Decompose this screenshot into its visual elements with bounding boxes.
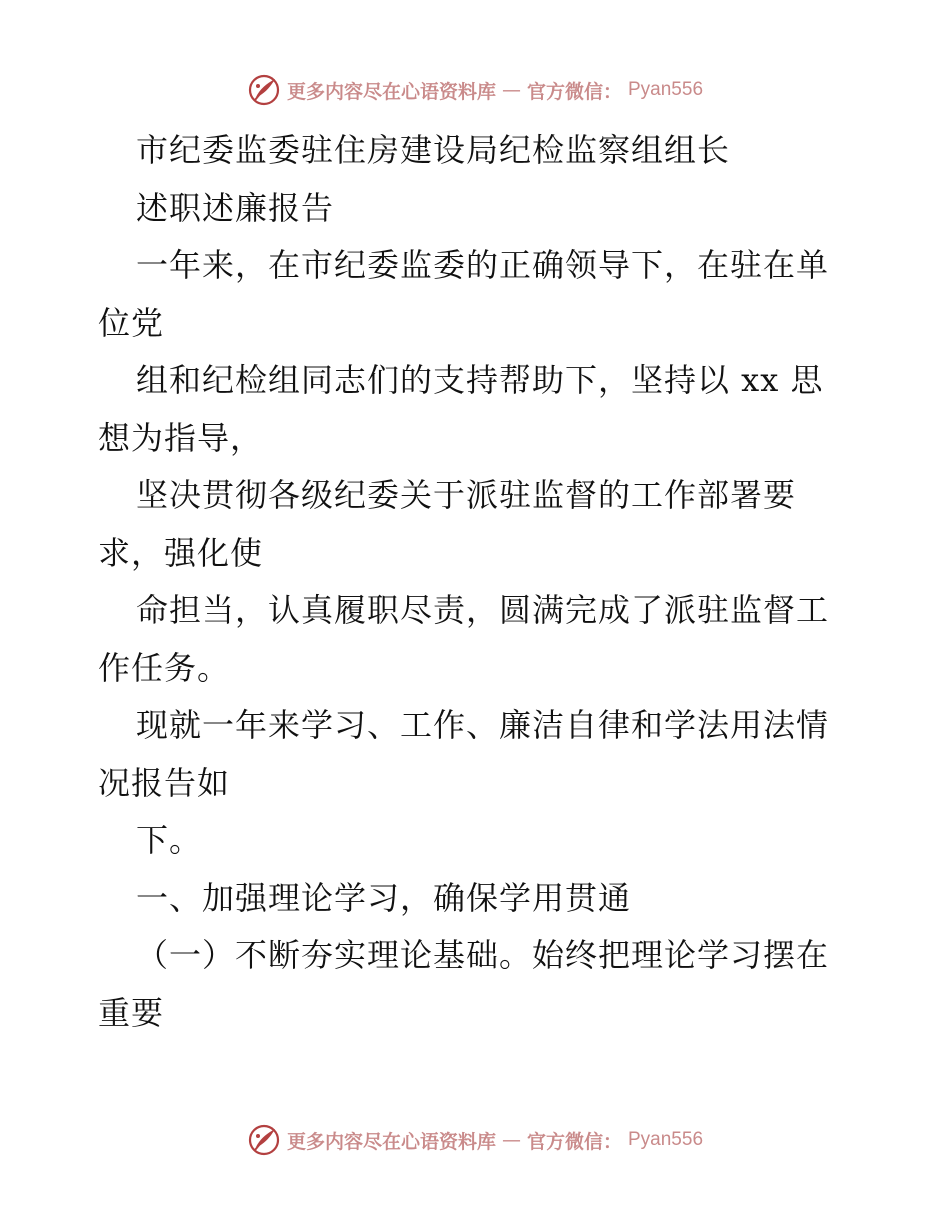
quill-logo-icon — [247, 1123, 281, 1157]
document-line: 坚决贯彻各级纪委关于派驻监督的工作部署要 — [136, 476, 797, 514]
document-line: 市纪委监委驻住房建设局纪检监察组组长 — [136, 131, 731, 169]
document-line: 想为指导， — [98, 418, 264, 457]
document-line: 述职述廉报告 — [136, 188, 335, 227]
document-line: 一、加强理论学习，确保学用贯通 — [136, 878, 632, 917]
document-line: 下。 — [136, 821, 203, 859]
watermark-account: Pyan556 — [628, 79, 704, 100]
document-body — [98, 122, 858, 1042]
document-line: 作任务。 — [98, 648, 231, 687]
document-line: 现就一年来学习、工作、廉洁自律和学法用法情 — [136, 706, 830, 744]
watermark-dash: — — [501, 79, 521, 101]
document-line: 况报告如 — [98, 763, 231, 802]
document-line: 命担当，认真履职尽责，圆满完成了派驻监督工 — [136, 591, 830, 629]
watermark-header — [0, 70, 950, 110]
watermark-text: 更多内容尽在心语资料库 — [286, 1130, 496, 1153]
watermark-account: Pyan556 — [628, 1129, 704, 1150]
document-line: 重要 — [98, 993, 165, 1032]
document-line: 一年来，在市纪委监委的正确领导下，在驻在单 — [136, 246, 830, 284]
document-line: 求，强化使 — [98, 533, 264, 572]
document-line: 组和纪检组同志们的支持帮助下，坚持以 xx 思 — [136, 361, 824, 399]
watermark-text: 更多内容尽在心语资料库 — [286, 80, 496, 103]
document-line: （一）不断夯实理论基础。始终把理论学习摆在 — [136, 936, 830, 974]
document-line: 位党 — [98, 303, 165, 342]
quill-logo-icon — [247, 73, 281, 107]
watermark-label: 官方微信： — [526, 1130, 622, 1153]
watermark-dash: — — [501, 1129, 521, 1151]
watermark-footer — [0, 1120, 950, 1160]
watermark-label: 官方微信： — [526, 80, 622, 103]
